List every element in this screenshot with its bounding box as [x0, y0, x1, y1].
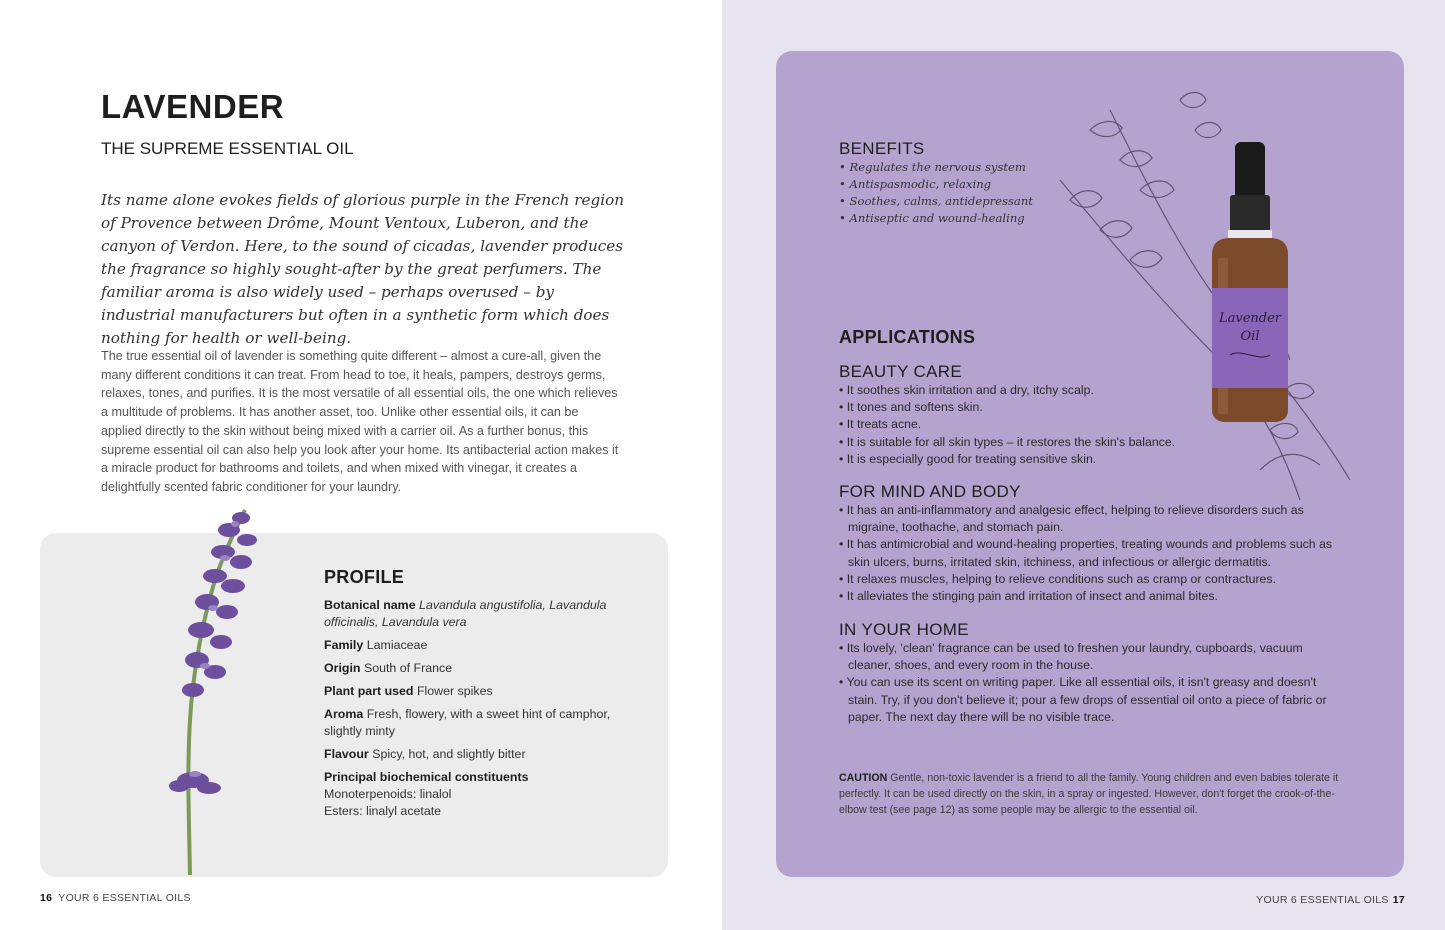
benefits-title: BENEFITS — [839, 139, 925, 158]
mind-body-list — [839, 502, 1339, 605]
lavender-flower-image — [135, 500, 335, 880]
list-item: • It relaxes muscles, helping to relieve conditions such as cramp or contractures. — [839, 571, 1276, 586]
body-paragraph: The true essential oil of lavender is something quite different – almost a cure-all, given the many different conditions it can treat. From head to toe, it heals, pampers, destroys germs, relaxes, tones, and purifies. It is the most versatile of all essential oils, the one which relieves a multitude of problems. It has another asset, too. Unlike other essential oils, it can be applied directly to the skin without being mixed with a carrier oil. As a further bonus, this supreme essential oil can also help you look after your home. Its antibacterial action makes it a miracle product for bathrooms and toilets, and when mixed with vinegar, it creates a delightfully scented fabric conditioner for your laundry. — [101, 349, 619, 494]
list-item: • Antispasmodic, relaxing — [839, 177, 992, 191]
mind-body-title: FOR MIND AND BODY — [839, 482, 1021, 501]
applications-title: APPLICATIONS — [839, 327, 976, 347]
list-item: • It treats acne. — [839, 417, 922, 432]
footer-left: 16 YOUR 6 ESSENTIAL OILS — [40, 892, 191, 904]
list-item: • It alleviates the stinging pain and irritation of insect and animal bites. — [839, 589, 1218, 604]
list-item: • It is especially good for treating sensitive skin. — [839, 451, 1097, 466]
list-item: • It soothes skin irritation and a dry, itchy scalp. — [839, 383, 1094, 397]
list-item: • It tones and softens skin. — [839, 400, 983, 415]
list-item: • Regulates the nervous system — [839, 160, 1026, 174]
list-item: • It has antimicrobial and wound-healing properties, treating wounds and problems such as skin ulcers, burns, irritated skin, itchiness, and infectious or allergic dermatitis. — [839, 537, 1333, 569]
footer-right: YOUR 6 ESSENTIAL OILS 17 — [1256, 894, 1405, 906]
profile-flavour: Flavour Spicy, hot, and slightly bitter — [324, 747, 526, 761]
caution-note: CAUTION Gentle, non-toxic lavender is a friend to all the family. Young children and even babies tolerate it perfectly. It can be used directly on the skin, in a spray or ingested. However, don't forget the crook-of-the-elbow test (see page 12) as some people may be allergic to the essential oil. — [839, 772, 1339, 816]
profile-plant-part: Plant part used Flower spikes — [324, 684, 493, 698]
svg-text:Oil: Oil — [1240, 329, 1260, 344]
list-item: • Its lovely, 'clean' fragrance can be used to freshen your laundry, cupboards, vacuum cleaner, shoes, and every room in the house. — [839, 641, 1303, 673]
profile-title: PROFILE — [324, 567, 405, 587]
intro-paragraph: Its name alone evokes fields of glorious purple in the French region of Provence between Drôme, Mount Ventoux, Luberon, and the canyon of Verdon. Here, to the sound of cicadas, lavender produces the fragrance so highly sought-after by the great perfumers. The familiar aroma is also widely used – perhaps overused – by industrial manufacturers but often in a synthetic form which does nothing for health or well-being. — [101, 191, 625, 347]
benefits-list — [839, 159, 1033, 227]
profile-botanical: Botanical name Lavandula angustifolia, Lavandula officinalis, Lavandula vera — [324, 598, 607, 629]
page-subtitle: THE SUPREME ESSENTIAL OIL — [101, 139, 354, 158]
in-your-home-list — [839, 640, 1339, 726]
beauty-care-list — [839, 382, 1339, 468]
beauty-care-title: BEAUTY CARE — [839, 362, 962, 381]
profile-origin: Origin South of France — [324, 661, 453, 675]
list-item: • Antiseptic and wound-healing — [839, 211, 1025, 225]
profile-aroma: Aroma Fresh, flowery, with a sweet hint of camphor, slightly minty — [324, 707, 611, 738]
profile-list — [324, 597, 624, 826]
svg-text:Lavender: Lavender — [1218, 311, 1282, 326]
list-item: • You can use its scent on writing paper. Like all essential oils, it isn't greasy and doesn't stain. Try, if you don't believe it; pour a few drops of essential oil onto a piece of fabric or paper. The next day there will be no visible trace. — [839, 675, 1327, 724]
profile-constituents: Principal biochemical constituents Monoterpenoids: linalol Esters: linalyl acetate — [324, 770, 529, 818]
list-item: • Soothes, calms, antidepressant — [839, 194, 1033, 208]
list-item: • It has an anti-inflammatory and analgesic effect, helping to relieve disorders such as migraine, toothache, and stomach pain. — [839, 503, 1304, 535]
in-your-home-title: IN YOUR HOME — [839, 620, 969, 639]
page-title: LAVENDER — [101, 88, 285, 125]
list-item: • It is suitable for all skin types – it restores the skin's balance. — [839, 434, 1176, 449]
profile-family: Family Lamiaceae — [324, 638, 428, 652]
